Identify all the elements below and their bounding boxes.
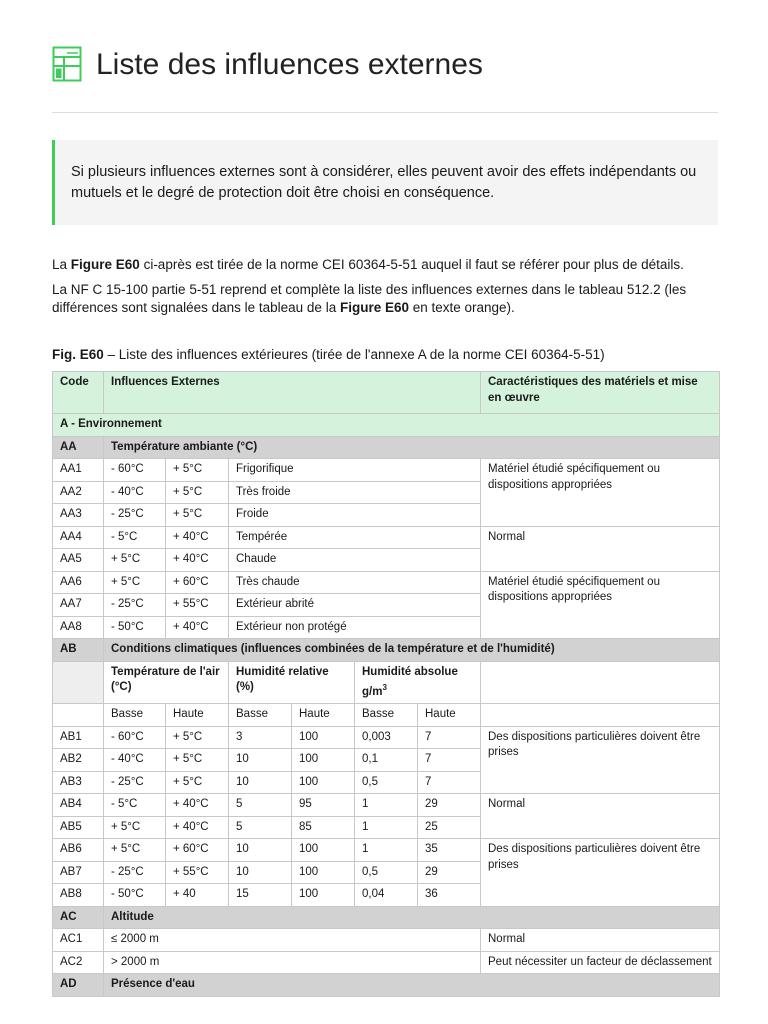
cell-min: - 40°C <box>104 481 166 504</box>
cell-max: + 5°C <box>166 504 229 527</box>
group-label: Température ambiante (°C) <box>104 436 720 459</box>
section-row <box>53 414 720 437</box>
info-note: Si plusieurs influences externes sont à considérer, elles peuvent avoir des effets indépendants ou mutuels et le degré de protection doit être choisi en conséquence. <box>52 140 718 225</box>
cell-rh-high: 100 <box>292 726 355 749</box>
label-haute: Haute <box>166 704 229 727</box>
subheader-humidite-absolue: Humidité absolue $g/m^3$ <box>355 661 481 704</box>
label-basse: Basse <box>104 704 166 727</box>
table-row <box>53 726 720 749</box>
table-row <box>53 526 720 549</box>
cell-desc: Frigorifique <box>229 459 481 482</box>
cell-code: AA6 <box>53 571 104 594</box>
cell-caract: Normal <box>481 794 720 839</box>
cell-caract: Des dispositions particulières doivent être prises <box>481 839 720 907</box>
cell-max: + 40°C <box>166 526 229 549</box>
cell-rh-high: 100 <box>292 771 355 794</box>
cell-desc: Très froide <box>229 481 481 504</box>
cell-t-high: + 60°C <box>166 839 229 862</box>
subheader-humidite-relative: Humidité relative (%) <box>229 661 355 704</box>
cell-ah-high: 7 <box>418 771 481 794</box>
cell-caract: Normal <box>481 526 720 571</box>
cell-t-low: - 25°C <box>104 861 166 884</box>
cell-max: + 40°C <box>166 616 229 639</box>
group-row-ab <box>53 639 720 662</box>
label-basse: Basse <box>355 704 418 727</box>
group-label: Conditions climatiques (influences combinées de la température et de l'humidité) <box>104 639 720 662</box>
cell-min: + 5°C <box>104 549 166 572</box>
cell-ah-low: 1 <box>355 794 418 817</box>
group-code: AB <box>53 639 104 662</box>
cell-rh-low: 5 <box>229 816 292 839</box>
cell-ah-low: 1 <box>355 816 418 839</box>
table-row <box>53 794 720 817</box>
label-haute: Haute <box>418 704 481 727</box>
cell-min: + 5°C <box>104 571 166 594</box>
cell-ah-high: 7 <box>418 726 481 749</box>
subheader-temperature: Température de l'air (°C) <box>104 661 229 704</box>
cell-t-low: - 50°C <box>104 884 166 907</box>
group-code: AA <box>53 436 104 459</box>
cell-rh-low: 5 <box>229 794 292 817</box>
cell-min: - 60°C <box>104 459 166 482</box>
cell-code: AA7 <box>53 594 104 617</box>
cell-t-high: + 40°C <box>166 816 229 839</box>
cell-max: + 5°C <box>166 459 229 482</box>
header-influences: Influences Externes <box>104 372 481 414</box>
document-table-icon <box>52 46 82 82</box>
cell-ah-high: 7 <box>418 749 481 772</box>
group-code: AC <box>53 906 104 929</box>
cell-max: + 55°C <box>166 594 229 617</box>
cell-code: AA1 <box>53 459 104 482</box>
cell-code: AB5 <box>53 816 104 839</box>
cell-max: + 5°C <box>166 481 229 504</box>
cell-ah-low: 0,003 <box>355 726 418 749</box>
group-row-ac <box>53 906 720 929</box>
cell-code: AB3 <box>53 771 104 794</box>
cell-max: + 60°C <box>166 571 229 594</box>
table-row <box>53 929 720 952</box>
cell-code: AA5 <box>53 549 104 572</box>
cell-t-high: + 40°C <box>166 794 229 817</box>
blank-cell <box>53 704 104 727</box>
cell-desc: Très chaude <box>229 571 481 594</box>
cell-code: AC1 <box>53 929 104 952</box>
subheader-row <box>53 661 720 704</box>
cell-ah-high: 25 <box>418 816 481 839</box>
cell-t-low: + 5°C <box>104 816 166 839</box>
cell-rh-low: 15 <box>229 884 292 907</box>
cell-ah-low: 1 <box>355 839 418 862</box>
cell-code: AB7 <box>53 861 104 884</box>
cell-code: AB6 <box>53 839 104 862</box>
cell-caract: Matériel étudié spécifiquement ou dispositions appropriées <box>481 571 720 639</box>
table-row <box>53 839 720 862</box>
label-basse: Basse <box>229 704 292 727</box>
intro-paragraph-2: La NF C 15-100 partie 5-51 reprend et complète la liste des influences externes dans le tableau 512.2 (les différences sont signalées dans le tableau de la Figure E60 en texte orange). <box>52 282 687 315</box>
cell-code: AA8 <box>53 616 104 639</box>
cell-min: - 25°C <box>104 594 166 617</box>
cell-rh-high: 100 <box>292 861 355 884</box>
cell-ah-high: 29 <box>418 861 481 884</box>
cell-t-high: + 5°C <box>166 726 229 749</box>
cell-ah-low: 0,04 <box>355 884 418 907</box>
header-code: Code <box>53 372 104 414</box>
intro-paragraph-1: La Figure E60 ci-après est tirée de la norme CEI 60364-5-51 auquel il faut se référer pour plus de détails. <box>52 257 684 272</box>
cell-caract: Normal <box>481 929 720 952</box>
group-row-aa <box>53 436 720 459</box>
cell-min: - 25°C <box>104 504 166 527</box>
cell-rh-high: 100 <box>292 839 355 862</box>
cell-caract: Matériel étudié spécifiquement ou dispositions appropriées <box>481 459 720 527</box>
cell-desc: Extérieur non protégé <box>229 616 481 639</box>
cell-rh-high: 100 <box>292 749 355 772</box>
cell-code: AA3 <box>53 504 104 527</box>
cell-min: - 50°C <box>104 616 166 639</box>
table-row <box>53 459 720 482</box>
cell-rh-low: 10 <box>229 839 292 862</box>
cell-code: AB2 <box>53 749 104 772</box>
cell-code: AB8 <box>53 884 104 907</box>
cell-code: AC2 <box>53 951 104 974</box>
cell-t-low: - 40°C <box>104 749 166 772</box>
cell-rh-low: 10 <box>229 749 292 772</box>
cell-ah-high: 36 <box>418 884 481 907</box>
table-row <box>53 951 720 974</box>
cell-rh-low: 10 <box>229 861 292 884</box>
cell-t-high: + 5°C <box>166 749 229 772</box>
cell-desc: Froide <box>229 504 481 527</box>
cell-t-low: - 25°C <box>104 771 166 794</box>
cell-rh-high: 95 <box>292 794 355 817</box>
header-caracteristiques: Caractéristiques des matériels et mise en œuvre <box>481 372 720 414</box>
cell-rh-low: 3 <box>229 726 292 749</box>
cell-caract: Peut nécessiter un facteur de déclassement <box>481 951 720 974</box>
cell-t-high: + 40 <box>166 884 229 907</box>
cell-caract: Des dispositions particulières doivent être prises <box>481 726 720 794</box>
group-label: Présence d'eau <box>104 974 720 997</box>
group-label: Altitude <box>104 906 720 929</box>
cell-value: ≤ 2000 m <box>104 929 481 952</box>
subheader-row-2 <box>53 704 720 727</box>
cell-ah-low: 0,1 <box>355 749 418 772</box>
cell-t-low: + 5°C <box>104 839 166 862</box>
cell-ah-low: 0,5 <box>355 771 418 794</box>
cell-code: AB4 <box>53 794 104 817</box>
cell-code: AA2 <box>53 481 104 504</box>
cell-rh-high: 85 <box>292 816 355 839</box>
cell-rh-low: 10 <box>229 771 292 794</box>
page-title: Liste des influences externes <box>96 48 483 81</box>
cell-code: AB1 <box>53 726 104 749</box>
section-environnement: A - Environnement <box>53 414 720 437</box>
blank-cell <box>481 704 720 727</box>
page-header <box>52 44 718 113</box>
cell-code: AA4 <box>53 526 104 549</box>
blank-cell <box>53 661 104 704</box>
cell-desc: Extérieur abrité <box>229 594 481 617</box>
cell-t-high: + 5°C <box>166 771 229 794</box>
cell-ah-high: 29 <box>418 794 481 817</box>
cell-ah-high: 35 <box>418 839 481 862</box>
table-header-row <box>53 372 720 414</box>
blank-cell <box>481 661 720 704</box>
group-code: AD <box>53 974 104 997</box>
cell-desc: Chaude <box>229 549 481 572</box>
label-haute: Haute <box>292 704 355 727</box>
table-row <box>53 571 720 594</box>
figure-caption: Fig. E60 – Liste des influences extérieures (tirée de l'annexe A de la norme CEI 60364-5-51) <box>52 347 605 362</box>
cell-rh-high: 100 <box>292 884 355 907</box>
cell-desc: Tempérée <box>229 526 481 549</box>
cell-t-high: + 55°C <box>166 861 229 884</box>
influences-table <box>52 371 720 997</box>
cell-t-low: - 5°C <box>104 794 166 817</box>
cell-min: - 5°C <box>104 526 166 549</box>
cell-t-low: - 60°C <box>104 726 166 749</box>
group-row-ad <box>53 974 720 997</box>
cell-max: + 40°C <box>166 549 229 572</box>
cell-ah-low: 0,5 <box>355 861 418 884</box>
cell-value: > 2000 m <box>104 951 481 974</box>
